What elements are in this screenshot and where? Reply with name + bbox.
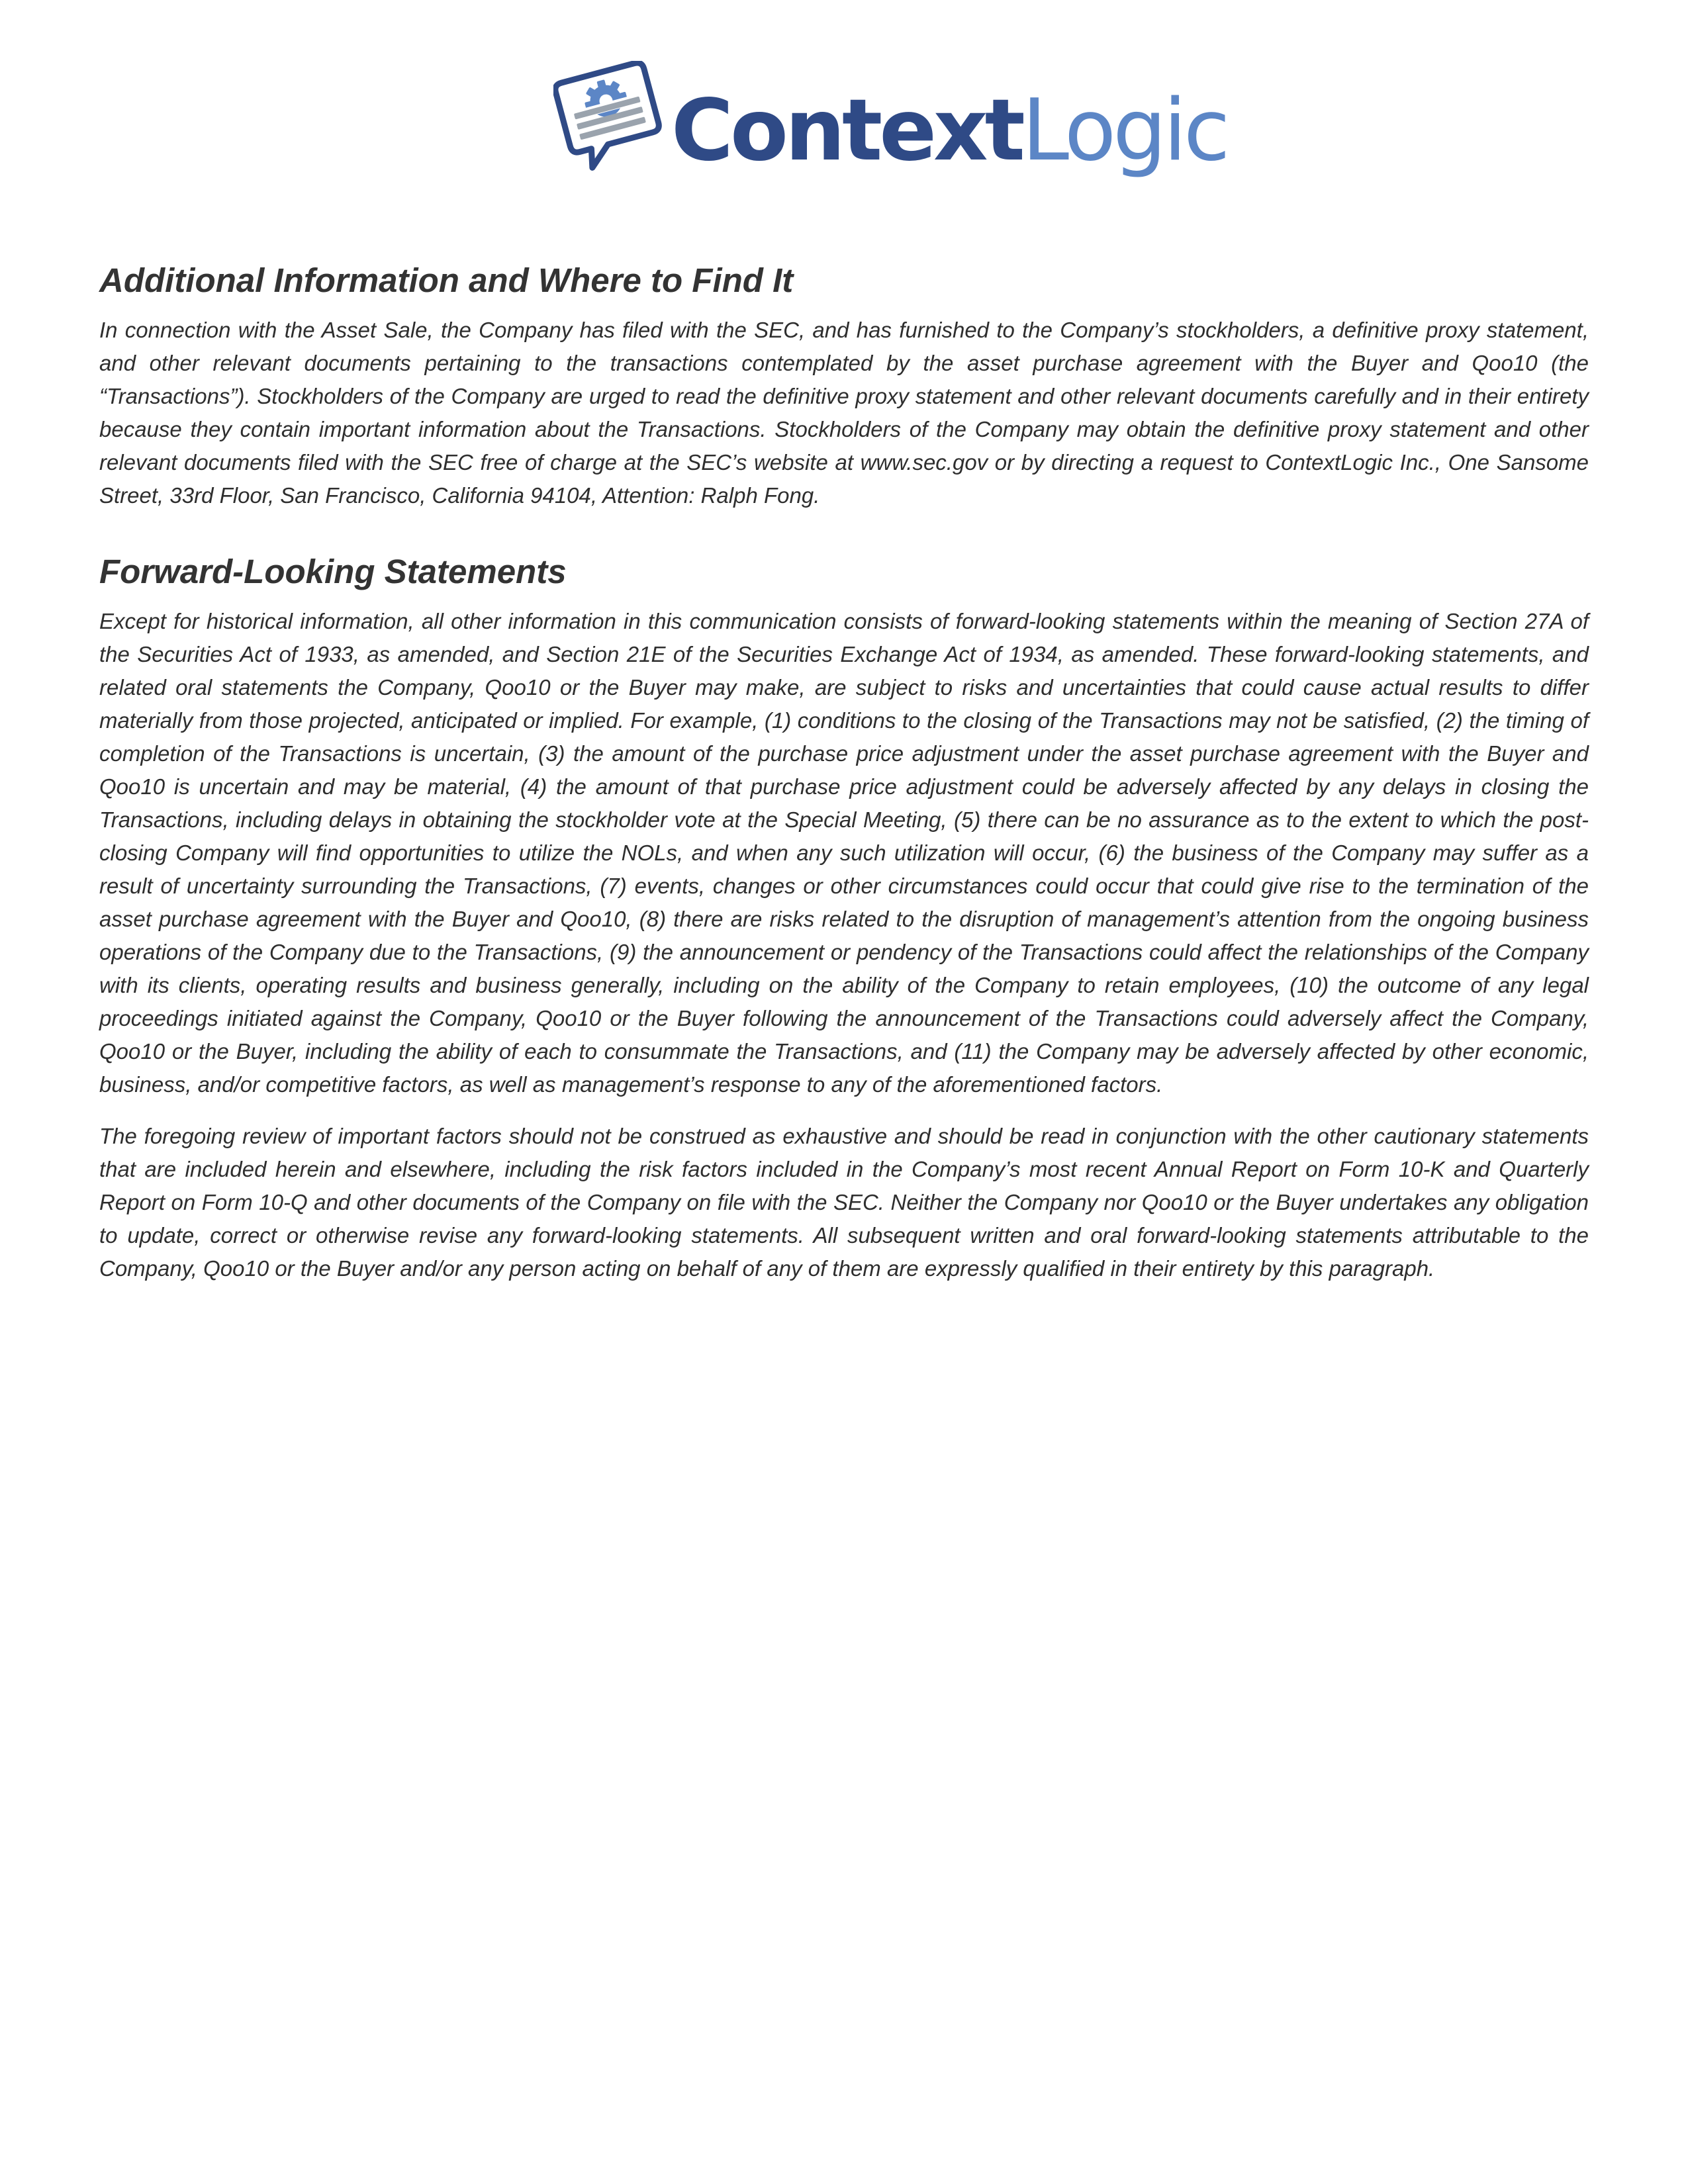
section-heading-additional-information: Additional Information and Where to Find It <box>99 261 794 299</box>
paragraph-forward-looking-risks: Except for historical information, all other information in this communication consists of forward-looking statements within the meaning of Section 27A of the Securities Act of 1933, as amended, and Section 21E of the Securities Exchange Act of 1934, as amended. These forward-looking statements, and related oral statements the Company, Qoo10 or the Buyer may make, are subject to risks and uncertainties that could cause actual results to differ materially from those projected, anticipated or implied. For example, (1) conditions to the closing of the Transactions may not be satisfied, (2) the timing of completion of the Transactions is uncertain, (3) the amount of the purchase price adjustment under the asset purchase agreement with the Buyer and Qoo10 is uncertain and may be material, (4) the amount of that purchase price adjustment could be adversely affected by any delays in closing the Transactions, including delays in obtaining the stockholder vote at the Special Meeting, (5) there can be no assurance as to the extent to which the post-closing Company will find opportunities to utilize the NOLs, and when any such utilization will occur, (6) the business of the Company may suffer as a result of uncertainty surrounding the Transactions, (7) events, changes or other circumstances could occur that could give rise to the termination of the asset purchase agreement with the Buyer and Qoo10, (8) there are risks related to the disruption of management’s attention from the ongoing business operations of the Company due to the Transactions, (9) the announcement or pendency of the Transactions could affect the relationships of the Company with its clients, operating results and business generally, including on the ability of the Company to retain employees, (10) the outcome of any legal proceedings initiated against the Company, Qoo10 or the Buyer following the announcement of the Transactions could adversely affect the Company, Qoo10 or the Buyer, including the ability of each to consummate the Transactions, and (11) the Company may be adversely affected by other economic, business, and/or competitive factors, as well as management’s response to any of the aforementioned factors. <box>99 609 1589 1097</box>
logo-word-logic: Logic <box>1021 81 1227 180</box>
document-body <box>99 257 1589 1285</box>
section-heading-forward-looking-statements: Forward-Looking Statements <box>99 553 567 590</box>
paragraph-additional-information: In connection with the Asset Sale, the Company has filed with the SEC, and has furnished to the Company’s stockholders, a definitive proxy statement, and other relevant documents pertaining to the transactions contemplated by the asset purchase agreement with the Buyer and Qoo10 (the “Transactions”). Stockholders of the Company are urged to read the definitive proxy statement and other relevant documents carefully and in their entirety because they contain important information about the Transactions. Stockholders of the Company may obtain the definitive proxy statement and other relevant documents filed with the SEC free of charge at the SEC’s website at www.sec.gov or by directing a request to ContextLogic Inc., One Sansome Street, 33rd Floor, San Francisco, California 94104, Attention: Ralph Fong. <box>99 318 1589 508</box>
contextlogic-logo <box>553 61 1227 193</box>
contextlogic-document-gear-icon <box>553 61 666 173</box>
paragraph-forward-looking-disclaimer: The foregoing review of important factors should not be construed as exhaustive and should be read in conjunction with the other cautionary statements that are included herein and elsewhere, including the risk factors included in the Company’s most recent Annual Report on Form 10-K and Quarterly Report on Form 10-Q and other documents of the Company on file with the SEC. Neither the Company nor Qoo10 or the Buyer undertakes any obligation to update, correct or otherwise revise any forward-looking statements. All subsequent written and oral forward-looking statements attributable to the Company, Qoo10 or the Buyer and/or any person acting on behalf of any of them are expressly qualified in their entirety by this paragraph. <box>99 1124 1589 1281</box>
logo-word-context: Context <box>671 81 1022 180</box>
logo-wordmark <box>671 81 1227 180</box>
